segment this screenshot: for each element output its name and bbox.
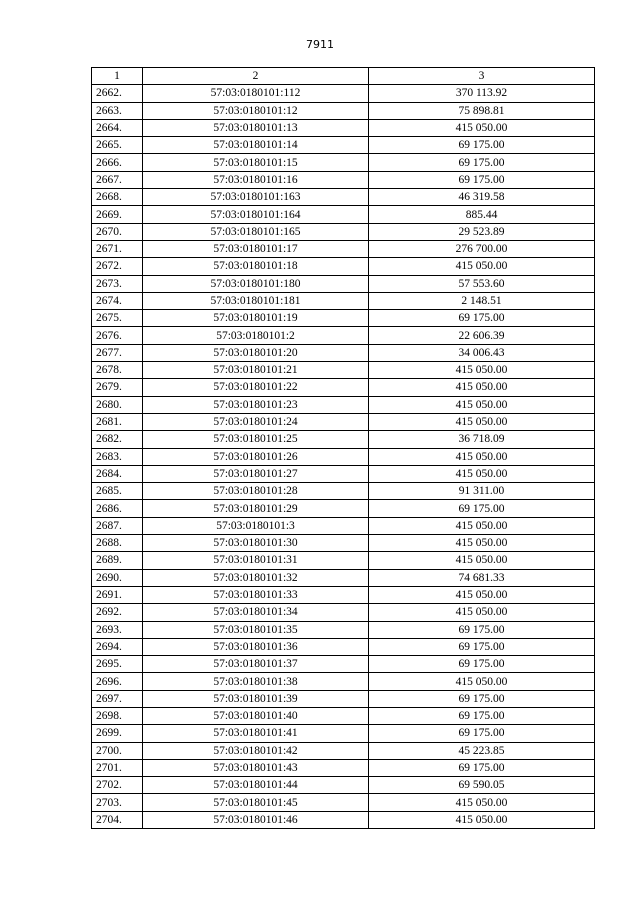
value-cell: 29 523.89	[369, 223, 595, 240]
cadastral-number-cell: 57:03:0180101:38	[143, 673, 369, 690]
table-row	[92, 811, 595, 828]
row-number-cell: 2680.	[92, 396, 143, 413]
table-row	[92, 638, 595, 655]
row-number-cell: 2696.	[92, 673, 143, 690]
cadastral-number-cell: 57:03:0180101:30	[143, 535, 369, 552]
cadastral-number-cell: 57:03:0180101:46	[143, 811, 369, 828]
cadastral-number-cell: 57:03:0180101:29	[143, 500, 369, 517]
cadastral-number-cell: 57:03:0180101:31	[143, 552, 369, 569]
value-cell: 69 175.00	[369, 310, 595, 327]
value-cell: 69 175.00	[369, 137, 595, 154]
cadastral-number-cell: 57:03:0180101:24	[143, 413, 369, 430]
row-number-cell: 2677.	[92, 344, 143, 361]
value-cell: 885.44	[369, 206, 595, 223]
cadastral-number-cell: 57:03:0180101:35	[143, 621, 369, 638]
table-row	[92, 777, 595, 794]
value-cell: 69 175.00	[369, 638, 595, 655]
cadastral-number-cell: 57:03:0180101:15	[143, 154, 369, 171]
table-row	[92, 673, 595, 690]
table-row	[92, 206, 595, 223]
cadastral-number-cell: 57:03:0180101:43	[143, 759, 369, 776]
value-cell: 34 006.43	[369, 344, 595, 361]
cadastral-number-cell: 57:03:0180101:41	[143, 725, 369, 742]
row-number-cell: 2682.	[92, 431, 143, 448]
row-number-cell: 2670.	[92, 223, 143, 240]
value-cell: 415 050.00	[369, 535, 595, 552]
value-cell: 415 050.00	[369, 604, 595, 621]
cadastral-number-cell: 57:03:0180101:19	[143, 310, 369, 327]
table-row	[92, 725, 595, 742]
row-number-cell: 2695.	[92, 656, 143, 673]
table-row	[92, 742, 595, 759]
cadastral-number-cell: 57:03:0180101:34	[143, 604, 369, 621]
row-number-cell: 2690.	[92, 569, 143, 586]
table-row	[92, 189, 595, 206]
row-number-cell: 2701.	[92, 759, 143, 776]
table-row	[92, 379, 595, 396]
cadastral-number-cell: 57:03:0180101:3	[143, 517, 369, 534]
table-row	[92, 656, 595, 673]
value-cell: 370 113.92	[369, 85, 595, 102]
table-row	[92, 413, 595, 430]
row-number-cell: 2672.	[92, 258, 143, 275]
cadastral-number-cell: 57:03:0180101:14	[143, 137, 369, 154]
table-row	[92, 223, 595, 240]
row-number-cell: 2702.	[92, 777, 143, 794]
value-cell: 415 050.00	[369, 379, 595, 396]
cadastral-number-cell: 57:03:0180101:28	[143, 483, 369, 500]
row-number-cell: 2694.	[92, 638, 143, 655]
cadastral-number-cell: 57:03:0180101:23	[143, 396, 369, 413]
table-row	[92, 569, 595, 586]
value-cell: 69 175.00	[369, 656, 595, 673]
value-cell: 69 175.00	[369, 154, 595, 171]
cadastral-number-cell: 57:03:0180101:163	[143, 189, 369, 206]
row-number-cell: 2698.	[92, 707, 143, 724]
cadastral-number-cell: 57:03:0180101:25	[143, 431, 369, 448]
table-row	[92, 500, 595, 517]
row-number-cell: 2663.	[92, 102, 143, 119]
value-cell: 45 223.85	[369, 742, 595, 759]
cadastral-number-cell: 57:03:0180101:180	[143, 275, 369, 292]
row-number-cell: 2671.	[92, 240, 143, 257]
row-number-cell: 2683.	[92, 448, 143, 465]
value-cell: 69 175.00	[369, 690, 595, 707]
value-cell: 2 148.51	[369, 292, 595, 309]
row-number-cell: 2699.	[92, 725, 143, 742]
value-cell: 415 050.00	[369, 396, 595, 413]
cadastral-number-cell: 57:03:0180101:181	[143, 292, 369, 309]
cadastral-number-cell: 57:03:0180101:37	[143, 656, 369, 673]
row-number-cell: 2689.	[92, 552, 143, 569]
row-number-cell: 2686.	[92, 500, 143, 517]
row-number-cell: 2684.	[92, 465, 143, 482]
value-cell: 276 700.00	[369, 240, 595, 257]
cadastral-number-cell: 57:03:0180101:36	[143, 638, 369, 655]
cadastral-number-cell: 57:03:0180101:17	[143, 240, 369, 257]
table-row	[92, 586, 595, 603]
row-number-cell: 2691.	[92, 586, 143, 603]
cadastral-number-cell: 57:03:0180101:32	[143, 569, 369, 586]
cadastral-number-cell: 57:03:0180101:27	[143, 465, 369, 482]
row-number-cell: 2667.	[92, 171, 143, 188]
table-row	[92, 690, 595, 707]
cadastral-number-cell: 57:03:0180101:13	[143, 119, 369, 136]
value-cell: 415 050.00	[369, 811, 595, 828]
value-cell: 415 050.00	[369, 794, 595, 811]
row-number-cell: 2703.	[92, 794, 143, 811]
row-number-cell: 2688.	[92, 535, 143, 552]
table-row	[92, 102, 595, 119]
value-cell: 415 050.00	[369, 362, 595, 379]
row-number-cell: 2673.	[92, 275, 143, 292]
cadastral-number-cell: 57:03:0180101:16	[143, 171, 369, 188]
row-number-cell: 2678.	[92, 362, 143, 379]
table-row	[92, 604, 595, 621]
value-cell: 69 175.00	[369, 171, 595, 188]
cadastral-number-cell: 57:03:0180101:39	[143, 690, 369, 707]
data-table	[91, 67, 595, 829]
cadastral-number-cell: 57:03:0180101:22	[143, 379, 369, 396]
table-row	[92, 465, 595, 482]
table-row	[92, 310, 595, 327]
value-cell: 69 175.00	[369, 621, 595, 638]
table-row	[92, 154, 595, 171]
cadastral-number-cell: 57:03:0180101:26	[143, 448, 369, 465]
table-row	[92, 552, 595, 569]
cadastral-number-cell: 57:03:0180101:21	[143, 362, 369, 379]
table-row	[92, 344, 595, 361]
table-row	[92, 448, 595, 465]
table-row	[92, 535, 595, 552]
row-number-cell: 2685.	[92, 483, 143, 500]
table-header-row	[92, 68, 595, 85]
value-cell: 415 050.00	[369, 465, 595, 482]
table-row	[92, 707, 595, 724]
table-row	[92, 137, 595, 154]
value-cell: 415 050.00	[369, 119, 595, 136]
row-number-cell: 2700.	[92, 742, 143, 759]
value-cell: 69 175.00	[369, 500, 595, 517]
value-cell: 69 175.00	[369, 707, 595, 724]
row-number-cell: 2674.	[92, 292, 143, 309]
value-cell: 69 590.05	[369, 777, 595, 794]
table-row	[92, 85, 595, 102]
row-number-cell: 2693.	[92, 621, 143, 638]
row-number-cell: 2679.	[92, 379, 143, 396]
table-row	[92, 759, 595, 776]
value-cell: 415 050.00	[369, 413, 595, 430]
cadastral-number-cell: 57:03:0180101:18	[143, 258, 369, 275]
row-number-cell: 2666.	[92, 154, 143, 171]
value-cell: 415 050.00	[369, 552, 595, 569]
value-cell: 74 681.33	[369, 569, 595, 586]
value-cell: 57 553.60	[369, 275, 595, 292]
table-row	[92, 258, 595, 275]
value-cell: 46 319.58	[369, 189, 595, 206]
column-header-3: 3	[369, 68, 595, 85]
row-number-cell: 2676.	[92, 327, 143, 344]
cadastral-number-cell: 57:03:0180101:45	[143, 794, 369, 811]
table-row	[92, 483, 595, 500]
row-number-cell: 2665.	[92, 137, 143, 154]
table-row	[92, 396, 595, 413]
row-number-cell: 2687.	[92, 517, 143, 534]
page-number: 7911	[306, 38, 334, 51]
table-row	[92, 292, 595, 309]
cadastral-number-cell: 57:03:0180101:40	[143, 707, 369, 724]
value-cell: 415 050.00	[369, 517, 595, 534]
row-number-cell: 2669.	[92, 206, 143, 223]
table-row	[92, 327, 595, 344]
value-cell: 75 898.81	[369, 102, 595, 119]
table-row	[92, 119, 595, 136]
value-cell: 69 175.00	[369, 725, 595, 742]
row-number-cell: 2692.	[92, 604, 143, 621]
table-row	[92, 621, 595, 638]
table-row	[92, 362, 595, 379]
row-number-cell: 2681.	[92, 413, 143, 430]
column-header-2: 2	[143, 68, 369, 85]
value-cell: 22 606.39	[369, 327, 595, 344]
table-row	[92, 517, 595, 534]
value-cell: 69 175.00	[369, 759, 595, 776]
value-cell: 415 050.00	[369, 258, 595, 275]
table-body	[92, 68, 595, 829]
cadastral-number-cell: 57:03:0180101:12	[143, 102, 369, 119]
cadastral-number-cell: 57:03:0180101:20	[143, 344, 369, 361]
table-row	[92, 171, 595, 188]
value-cell: 91 311.00	[369, 483, 595, 500]
value-cell: 415 050.00	[369, 448, 595, 465]
cadastral-number-cell: 57:03:0180101:44	[143, 777, 369, 794]
cadastral-number-cell: 57:03:0180101:112	[143, 85, 369, 102]
value-cell: 415 050.00	[369, 586, 595, 603]
row-number-cell: 2697.	[92, 690, 143, 707]
cadastral-number-cell: 57:03:0180101:42	[143, 742, 369, 759]
cadastral-number-cell: 57:03:0180101:2	[143, 327, 369, 344]
row-number-cell: 2675.	[92, 310, 143, 327]
table-row	[92, 794, 595, 811]
cadastral-number-cell: 57:03:0180101:33	[143, 586, 369, 603]
value-cell: 36 718.09	[369, 431, 595, 448]
cadastral-number-cell: 57:03:0180101:165	[143, 223, 369, 240]
row-number-cell: 2704.	[92, 811, 143, 828]
row-number-cell: 2662.	[92, 85, 143, 102]
table-row	[92, 240, 595, 257]
row-number-cell: 2668.	[92, 189, 143, 206]
table-row	[92, 275, 595, 292]
cadastral-number-cell: 57:03:0180101:164	[143, 206, 369, 223]
row-number-cell: 2664.	[92, 119, 143, 136]
value-cell: 415 050.00	[369, 673, 595, 690]
column-header-1: 1	[92, 68, 143, 85]
table-row	[92, 431, 595, 448]
